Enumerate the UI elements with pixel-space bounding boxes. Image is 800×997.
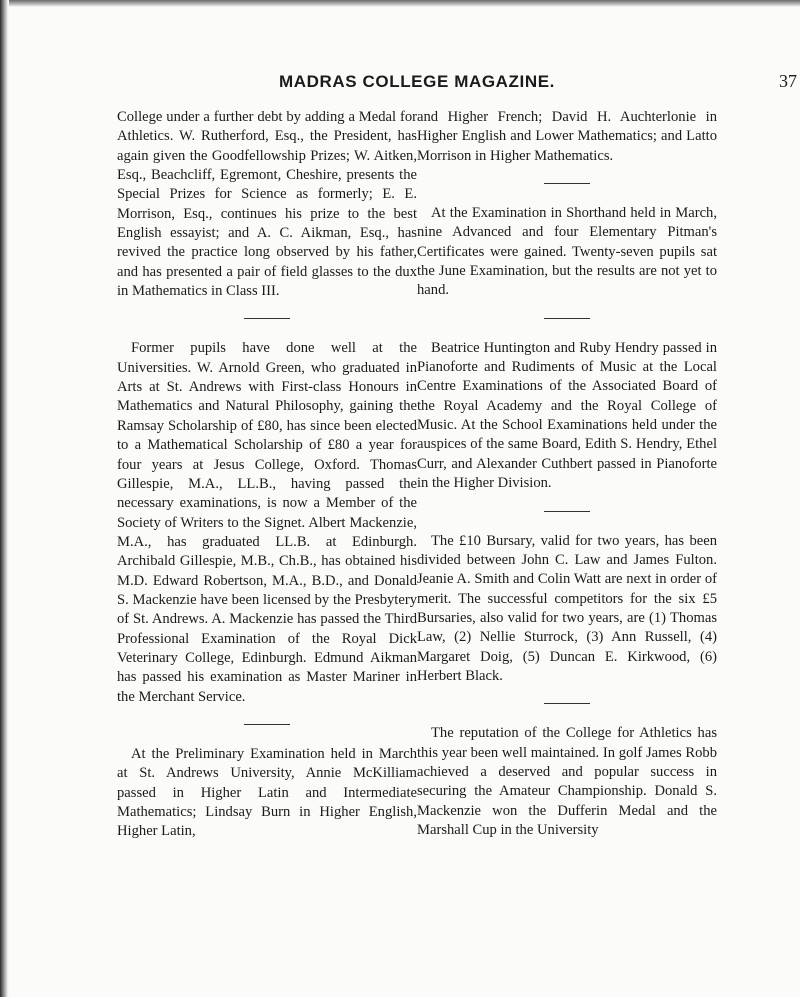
page-number: 37 — [779, 71, 797, 91]
right-column — [417, 108, 717, 840]
running-title: MADRAS COLLEGE MAGAZINE. — [278, 72, 555, 91]
paragraph-preliminary-exam-cont: and Higher French; David H. Auchterlonie in Higher English and Lower Mathematics; and Latto Morrison in Higher Mathematics. — [417, 109, 717, 164]
paragraph-shorthand: At the Examination in Shorthand held in March, nine Advanced and four Elementary Pitman's Certificates were gained. Twenty-seven pupils sat the June Examination, but the results are not yet to hand. — [417, 205, 717, 299]
paragraph-prizes: College under a further debt by adding a Medal for Athletics. W. Rutherford, Esq., the President, has again given the Goodfellowship Prizes; W. Aitken, Esq., Beachcliff, Egremont, Cheshire, presents the Special Prizes for Science as formerly; E. E. Morrison, Esq., continues his prize to the best English essayist; and A. C. Aikman, Esq., has revived the practice long observed by his father, and has presented a pair of field glasses to the dux in Mathematics in Class III. — [117, 109, 417, 300]
paragraph-bursaries: The £10 Bursary, valid for two years, has been divided between John C. Law and James Fulton. Jeanie A. Smith and Colin Watt are next in order of merit. The successful competitors for the six £5 Bursaries, also valid for two years, are (1) Thomas Law, (2) Nellie Sturrock, (3) Ann Russell, (4) Margaret Doig, (5) Duncan E. Kirkwood, (6) Herbert Black. — [417, 532, 717, 684]
paragraph-athletics: The reputation of the College for Athletics has this year been well maintained. In golf James Robb achieved a deserved and popular success in securing the Amateur Championship. Donald S. Mackenzie won the Dufferin Medal and the Marshall Cup in the University — [417, 725, 717, 838]
section-divider — [544, 183, 590, 184]
paragraph-preliminary-exam: At the Preliminary Examination held in March at St. Andrews University, Annie McKilliam passed in Higher Latin and Intermediate Mathematics; Lindsay Burn in Higher English, Higher Latin, — [117, 745, 417, 840]
paragraph-music: Beatrice Huntington and Ruby Hendry passed in Pianoforte and Rudiments of Music at the Local Centre Examinations of the Associated Board of the Royal Academy and the Royal College of Music. At the School Examinations held under the auspices of the same Board, Edith S. Hendry, Ethel Curr, and Alexander Cuthbert passed in Pianoforte in the Higher Division. — [417, 339, 717, 492]
section-divider — [244, 318, 290, 319]
scan-edge-top — [0, 0, 800, 7]
section-divider — [244, 724, 290, 725]
section-divider — [544, 703, 590, 704]
section-divider — [544, 511, 590, 512]
page-header — [117, 72, 799, 96]
left-column — [117, 108, 417, 842]
section-divider — [544, 318, 590, 319]
scan-edge-left — [0, 0, 9, 997]
paragraph-former-pupils: Former pupils have done well at the Universities. W. Arnold Green, who graduated in Arts at St. Andrews with First-class Honours in Mathematics and Natural Philosophy, gaining the Ramsay Scholarship of £80, has since been elected to a Mathematical Scholarship of £80 a year for four years at Jesus College, Oxford. Thomas Gillespie, M.A., LL.B., having passed the necessary examinations, is now a Member of the Society of Writers to the Signet. Albert Mackenzie, M.A., has graduated LL.B. at Edinburgh. Archibald Gillespie, M.B., Ch.B., has obtained his M.D. Edward Robertson, M.A., B.D., and Donald S. Mackenzie have been licensed by the Presbytery of St. Andrews. A. Mackenzie has passed the Third Professional Examination of the Royal Dick Veterinary College, Edinburgh. Edmund Aikman has passed his examination as Master Mariner in the Merchant Service. — [117, 340, 417, 705]
